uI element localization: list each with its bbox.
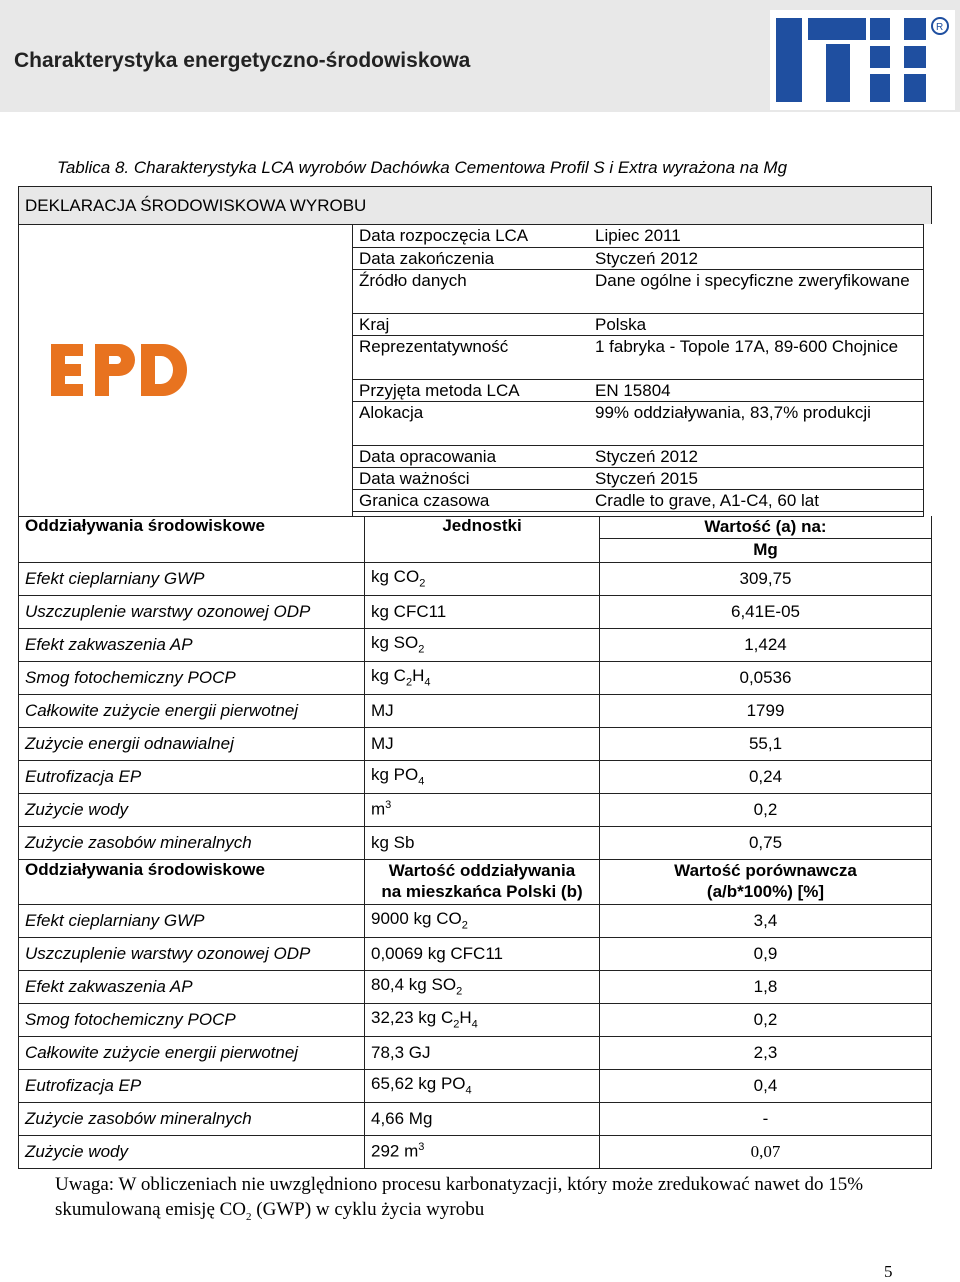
t1-head-value: Wartość (a) na: <box>600 516 931 539</box>
meta-value: Styczeń 2012 <box>589 247 923 269</box>
meta-key: Kraj <box>353 313 589 335</box>
value-cell: 0,9 <box>600 937 932 970</box>
t2-head-impacts: Oddziaływania środowiskowe <box>19 860 365 904</box>
meta-row <box>353 401 923 445</box>
meta-value: Lipiec 2011 <box>589 225 923 247</box>
impact-name: Uszczuplenie warstwy ozonowej ODP <box>19 595 365 628</box>
meta-value: Dane ogólne i specyficzne zweryfikowane <box>589 269 923 313</box>
unit-cell: kg $SO_2$ <box>365 628 600 661</box>
value-cell: 0,75 <box>600 826 932 859</box>
meta-value: Styczeń 2015 <box>589 467 923 489</box>
value-cell: 309,75 <box>600 562 932 595</box>
value-cell: 3,4 <box>600 904 932 937</box>
meta-value: 1 fabryka - Topole 17A, 89-600 Chojnice <box>589 335 923 379</box>
unit-cell: 32,23 kg $C_2H_4$ <box>365 1003 600 1036</box>
t2-head-compare-a: Wartość porównawcza <box>674 861 857 880</box>
unit-cell: kg CFC11 <box>365 595 600 628</box>
table-row <box>19 904 932 937</box>
t2-head-compare-b: (a/b*100%) [%] <box>706 882 825 901</box>
meta-key: Źródło danych <box>353 269 589 313</box>
declaration-title: DEKLARACJA ŚRODOWISKOWA WYROBU <box>25 196 367 215</box>
value-cell: 0,4 <box>600 1069 932 1102</box>
impact-name: Całkowite zużycie energii pierwotnej <box>19 694 365 727</box>
impact-table <box>18 516 932 860</box>
meta-row <box>353 445 923 467</box>
impact-name: Zużycie energii odnawialnej <box>19 727 365 760</box>
t2-head-per-capita-a: Wartość oddziaływania <box>388 861 576 880</box>
meta-key: Data zakończenia <box>353 247 589 269</box>
t1-head-impacts: Oddziaływania środowiskowe <box>19 516 365 562</box>
unit-cell: 9000 kg $CO_2$ <box>365 904 600 937</box>
value-cell: 6,41E-05 <box>600 595 932 628</box>
meta-row <box>353 269 923 313</box>
meta-row <box>353 247 923 269</box>
meta-key: Reprezentatywność <box>353 335 589 379</box>
t1-head-mg: Mg <box>753 540 778 559</box>
impact-name: Całkowite zużycie energii pierwotnej <box>19 1036 365 1069</box>
table-row <box>19 727 932 760</box>
impact-name: Smog fotochemiczny POCP <box>19 1003 365 1036</box>
page-number: 5 <box>884 1262 893 1281</box>
unit-cell: 80,4 kg $SO_2$ <box>365 970 600 1003</box>
value-cell: 55,1 <box>600 727 932 760</box>
itb-logo <box>770 10 955 110</box>
table-row <box>19 562 932 595</box>
unit-cell: 65,62 kg $PO_4$ <box>365 1069 600 1102</box>
table-row <box>19 937 932 970</box>
declaration-header <box>18 186 932 224</box>
meta-row <box>353 225 923 247</box>
impact-name: Zużycie wody <box>19 1135 365 1168</box>
unit-cell: 292 $m^3$ <box>365 1135 600 1168</box>
value-cell: 0,2 <box>600 793 932 826</box>
meta-key: Data rozpoczęcia LCA <box>353 225 589 247</box>
unit-cell: MJ <box>365 727 600 760</box>
value-cell: - <box>600 1102 932 1135</box>
unit-cell: MJ <box>365 694 600 727</box>
meta-value: Polska <box>589 313 923 335</box>
impact-name: Uszczuplenie warstwy ozonowej ODP <box>19 937 365 970</box>
value-cell: 1,8 <box>600 970 932 1003</box>
meta-key: Alokacja <box>353 401 589 445</box>
impact-name: Eutrofizacja EP <box>19 1069 365 1102</box>
comparison-table <box>18 860 932 1169</box>
value-cell: 1799 <box>600 694 932 727</box>
meta-key: Granica czasowa <box>353 489 589 511</box>
unit-cell: 4,66 Mg <box>365 1102 600 1135</box>
value-cell: 0,0536 <box>600 661 932 694</box>
meta-inner <box>353 225 923 512</box>
table-row <box>19 826 932 859</box>
table-row <box>19 1135 932 1168</box>
meta-value: 99% oddziaływania, 83,7% produkcji <box>589 401 923 445</box>
table-caption: Tablica 8. Charakterystyka LCA wyrobów Dachówka Cementowa Profil S i Extra wyrażona na Mg <box>57 158 788 177</box>
unit-cell: $m^3$ <box>365 793 600 826</box>
table-row <box>19 694 932 727</box>
unit-cell: kg $CO_2$ <box>365 562 600 595</box>
table-row <box>19 1069 932 1102</box>
meta-value: Styczeń 2012 <box>589 445 923 467</box>
header-title: Charakterystyka energetyczno-środowiskowa <box>14 49 471 72</box>
t2-head-per-capita-b: na mieszkańca Polski (b) <box>381 882 583 901</box>
table-row <box>19 970 932 1003</box>
meta-key: Data ważności <box>353 467 589 489</box>
declaration-meta-table <box>18 224 924 517</box>
page-header <box>0 0 960 112</box>
unit-cell: 0,0069 kg CFC11 <box>365 937 600 970</box>
value-cell: 0,24 <box>600 760 932 793</box>
meta-row <box>353 379 923 401</box>
impact-name: Zużycie wody <box>19 793 365 826</box>
unit-cell: kg $C_2H_4$ <box>365 661 600 694</box>
table-row <box>19 760 932 793</box>
meta-row <box>353 489 923 511</box>
unit-cell: kg Sb <box>365 826 600 859</box>
impact-name: Smog fotochemiczny POCP <box>19 661 365 694</box>
table-row <box>19 1036 932 1069</box>
unit-cell: 78,3 GJ <box>365 1036 600 1069</box>
impact-name: Efekt cieplarniany GWP <box>19 904 365 937</box>
value-cell: 0,2 <box>600 1003 932 1036</box>
impact-name: Efekt zakwaszenia AP <box>19 628 365 661</box>
value-cell: 2,3 <box>600 1036 932 1069</box>
table-row <box>19 661 932 694</box>
meta-row <box>353 467 923 489</box>
epd-logo <box>41 336 201 406</box>
table-row <box>19 793 932 826</box>
impact-name: Efekt zakwaszenia AP <box>19 970 365 1003</box>
meta-row <box>353 335 923 379</box>
impact-name: Zużycie zasobów mineralnych <box>19 1102 365 1135</box>
table-row <box>19 628 932 661</box>
epd-logo-cell <box>19 225 353 517</box>
table-row <box>19 1003 932 1036</box>
footnote: Uwaga: W obliczeniach nie uwzględniono procesu karbonatyzacji, który może zredukować nawet do 15% skumulowaną emisję $CO_2$ (GWP) w cyklu życia wyrobu <box>55 1174 864 1223</box>
table-row <box>19 1102 932 1135</box>
meta-row <box>353 313 923 335</box>
svg-text:R: R <box>936 22 944 33</box>
impact-name: Zużycie zasobów mineralnych <box>19 826 365 859</box>
meta-value: Cradle to grave, A1-C4, 60 lat <box>589 489 923 511</box>
meta-key: Przyjęta metoda LCA <box>353 379 589 401</box>
impact-name: Efekt cieplarniany GWP <box>19 562 365 595</box>
meta-key: Data opracowania <box>353 445 589 467</box>
value-cell: 1,424 <box>600 628 932 661</box>
unit-cell: kg $PO_4$ <box>365 760 600 793</box>
meta-value: EN 15804 <box>589 379 923 401</box>
value-cell: 0,07 <box>600 1135 932 1168</box>
table-row <box>19 595 932 628</box>
t1-head-units: Jednostki <box>365 516 600 562</box>
impact-name: Eutrofizacja EP <box>19 760 365 793</box>
